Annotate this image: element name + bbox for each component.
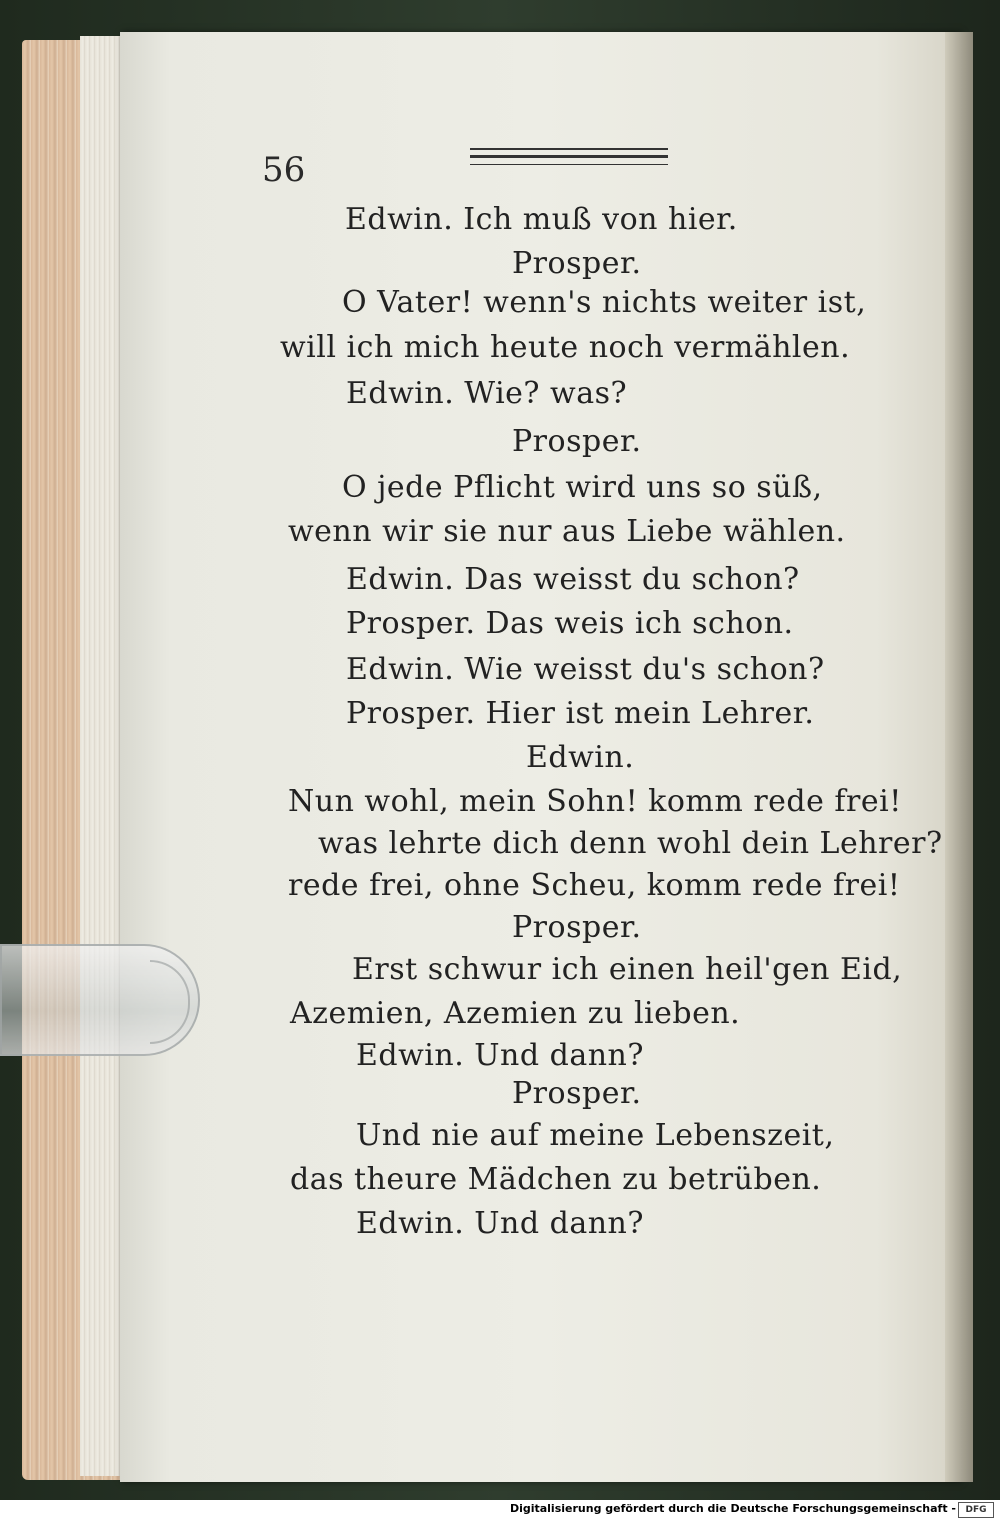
text-line: Edwin. (526, 740, 635, 775)
text-line: Prosper. (512, 1076, 642, 1111)
text-line: will ich mich heute noch vermählen. (280, 330, 851, 365)
page-holder-clip (0, 944, 205, 1062)
text-line: Edwin. Wie weisst du's schon? (346, 652, 825, 687)
text-line: Prosper. Hier ist mein Lehrer. (346, 696, 815, 731)
text-line: Prosper. Das weis ich schon. (346, 606, 794, 641)
text-line: Edwin. Wie? was? (346, 376, 628, 411)
header-rule (470, 164, 668, 165)
text-line: O Vater! wenn's nichts weiter ist, (342, 285, 867, 320)
text-line: Nun wohl, mein Sohn! komm rede frei! (288, 784, 902, 819)
text-line: Erst schwur ich einen heil'gen Eid, (352, 952, 903, 987)
page-gutter-shadow (945, 32, 973, 1482)
text-line: rede frei, ohne Scheu, komm rede frei! (288, 868, 901, 903)
footer-bar (0, 1500, 1000, 1519)
text-line: Edwin. Das weisst du schon? (346, 562, 800, 597)
header-rule (470, 148, 668, 150)
text-line: wenn wir sie nur aus Liebe wählen. (288, 514, 846, 549)
text-line: Prosper. (512, 910, 642, 945)
header-rule (470, 155, 668, 158)
text-line: Edwin. Und dann? (356, 1038, 644, 1073)
text-line: Prosper. (512, 246, 642, 281)
text-line: Azemien, Azemien zu lieben. (290, 996, 741, 1031)
text-line: Prosper. (512, 424, 642, 459)
text-line: Edwin. Ich muß von hier. (345, 202, 738, 237)
text-line: was lehrte dich denn wohl dein Lehrer? (318, 826, 943, 861)
text-line: O jede Pflicht wird uns so süß, (342, 470, 823, 505)
text-line: Und nie auf meine Lebenszeit, (356, 1118, 835, 1153)
text-line: Edwin. Und dann? (356, 1206, 644, 1241)
text-line: das theure Mädchen zu betrüben. (290, 1162, 822, 1197)
funding-credit: Digitalisierung gefördert durch die Deutsche Forschungsgemeinschaft - (509, 1502, 956, 1515)
page-number: 56 (262, 150, 306, 190)
dfg-logo-icon: DFG (958, 1502, 994, 1518)
